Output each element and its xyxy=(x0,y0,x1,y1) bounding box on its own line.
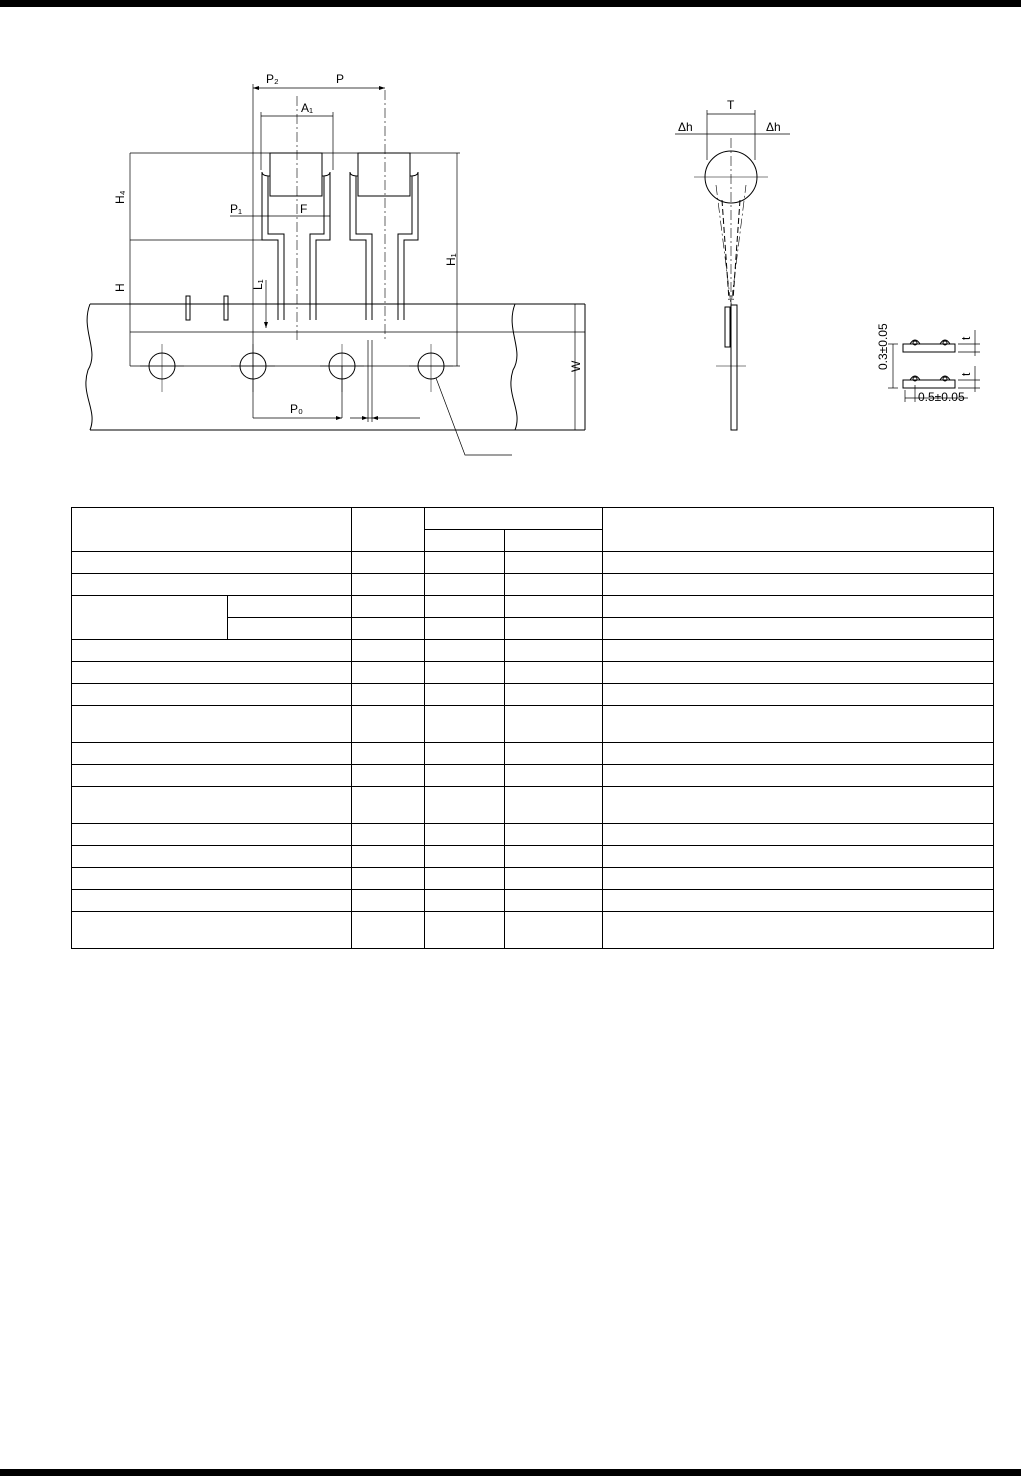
table-row xyxy=(72,743,994,765)
table-cell xyxy=(352,824,425,846)
table-cell xyxy=(72,508,352,552)
table-cell xyxy=(603,912,994,949)
label-h1: H₁ xyxy=(444,253,458,266)
table-cell xyxy=(72,890,352,912)
table-cell xyxy=(425,912,505,949)
table-cell xyxy=(425,890,505,912)
table-cell xyxy=(603,824,994,846)
table-cell xyxy=(603,868,994,890)
table-cell xyxy=(72,743,352,765)
table-cell xyxy=(425,743,505,765)
table-cell xyxy=(603,596,994,618)
table-cell xyxy=(505,684,603,706)
table-cell xyxy=(425,574,505,596)
label-p0: P₀ xyxy=(290,402,303,416)
table-row xyxy=(72,684,994,706)
table-cell xyxy=(505,868,603,890)
table-cell xyxy=(603,640,994,662)
label-p2: P₂ xyxy=(266,72,279,86)
table-cell xyxy=(425,530,505,552)
table-cell xyxy=(72,912,352,949)
table-cell xyxy=(505,574,603,596)
table-row xyxy=(72,596,994,618)
table-cell xyxy=(425,684,505,706)
table-cell xyxy=(72,868,352,890)
label-dh-right: Δh xyxy=(766,120,781,134)
table-cell xyxy=(352,706,425,743)
label-p: P xyxy=(336,72,345,86)
table-cell xyxy=(352,846,425,868)
table-cell xyxy=(425,618,505,640)
table-cell xyxy=(72,846,352,868)
table-cell xyxy=(352,618,425,640)
label-h4: H₄ xyxy=(113,190,127,204)
table-cell xyxy=(72,684,352,706)
table-row xyxy=(72,912,994,949)
table-cell xyxy=(228,618,352,640)
table-cell xyxy=(425,824,505,846)
table-cell xyxy=(352,743,425,765)
table-cell xyxy=(72,662,352,684)
table-row xyxy=(72,787,994,824)
table-cell xyxy=(505,743,603,765)
table-cell xyxy=(505,765,603,787)
label-h: H xyxy=(113,283,127,292)
table-cell xyxy=(603,574,994,596)
table-cell xyxy=(505,846,603,868)
table-row xyxy=(72,765,994,787)
table-cell xyxy=(425,662,505,684)
table-cell xyxy=(603,787,994,824)
table-cell xyxy=(72,596,228,640)
table-cell xyxy=(352,596,425,618)
table-cell xyxy=(72,765,352,787)
table-cell xyxy=(425,552,505,574)
label-dim-05: 0.5±0.05 xyxy=(918,390,965,404)
table-cell xyxy=(425,596,505,618)
table-cell xyxy=(505,890,603,912)
table-cell xyxy=(352,662,425,684)
label-w: W xyxy=(569,360,583,372)
label-t-small-bottom: t xyxy=(959,372,973,376)
table-cell xyxy=(505,530,603,552)
table-cell xyxy=(505,640,603,662)
table-row xyxy=(72,890,994,912)
label-l1: L₁ xyxy=(251,279,265,290)
table-cell xyxy=(352,552,425,574)
table-cell xyxy=(603,662,994,684)
table-header-row xyxy=(72,508,994,530)
label-dh-left: Δh xyxy=(678,120,693,134)
table-cell xyxy=(72,574,352,596)
table-cell xyxy=(603,846,994,868)
table-cell xyxy=(425,868,505,890)
table-cell xyxy=(603,765,994,787)
table-cell xyxy=(505,824,603,846)
table-cell xyxy=(352,868,425,890)
spec-table xyxy=(71,507,994,949)
table-cell xyxy=(352,684,425,706)
table-cell xyxy=(72,706,352,743)
table-cell xyxy=(425,640,505,662)
table-cell xyxy=(603,508,994,552)
table-cell xyxy=(72,552,352,574)
table-row xyxy=(72,824,994,846)
footer-rule xyxy=(0,1469,1021,1476)
table-cell xyxy=(72,824,352,846)
table-cell xyxy=(603,890,994,912)
table-cell xyxy=(505,912,603,949)
table-row xyxy=(72,846,994,868)
table-cell xyxy=(603,743,994,765)
table-cell xyxy=(352,508,425,552)
table-cell xyxy=(352,890,425,912)
label-a1: A₁ xyxy=(301,101,314,115)
table-cell xyxy=(425,765,505,787)
table-cell xyxy=(603,706,994,743)
tape-dimension-drawing xyxy=(0,0,1021,470)
table-cell xyxy=(352,640,425,662)
label-t-big: T xyxy=(727,98,735,112)
table-row xyxy=(72,552,994,574)
table-cell xyxy=(72,640,352,662)
table-cell xyxy=(425,846,505,868)
table-cell xyxy=(505,618,603,640)
table-cell xyxy=(505,662,603,684)
table-cell xyxy=(505,552,603,574)
label-p1: P₁ xyxy=(230,202,243,216)
table-cell xyxy=(228,596,352,618)
table-row xyxy=(72,574,994,596)
table-row xyxy=(72,662,994,684)
label-t-small-top: t xyxy=(959,336,973,340)
table-cell xyxy=(72,787,352,824)
table-cell xyxy=(505,706,603,743)
table-cell xyxy=(603,618,994,640)
table-row xyxy=(72,640,994,662)
table-cell xyxy=(352,787,425,824)
table-cell xyxy=(425,706,505,743)
table-cell xyxy=(505,596,603,618)
table-cell xyxy=(603,684,994,706)
table-cell xyxy=(425,508,603,530)
table-row xyxy=(72,868,994,890)
table-cell xyxy=(603,552,994,574)
table-cell xyxy=(425,787,505,824)
table-cell xyxy=(352,574,425,596)
label-dim-03: 0.3±0.05 xyxy=(876,323,890,370)
label-f: F xyxy=(300,202,308,216)
table-cell xyxy=(352,765,425,787)
table-row xyxy=(72,706,994,743)
table-cell xyxy=(505,787,603,824)
table-cell xyxy=(352,912,425,949)
